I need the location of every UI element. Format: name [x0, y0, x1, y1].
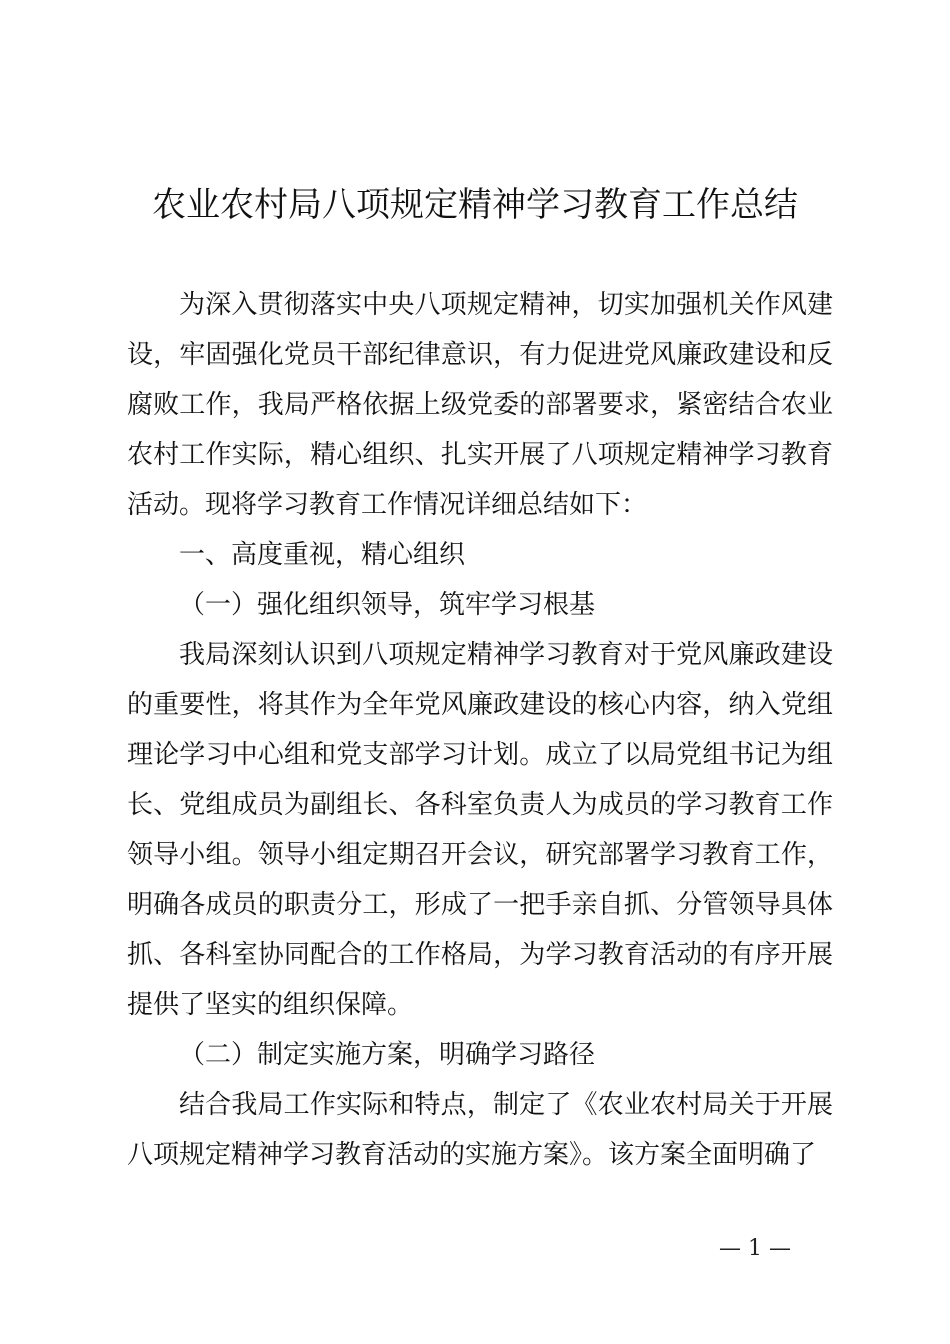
- subsection-heading-1-1: （一）强化组织领导，筑牢学习根基: [179, 590, 596, 620]
- subsection-heading-1-2: （二）制定实施方案，明确学习路径: [179, 1040, 596, 1070]
- intro-paragraph: 为深入贯彻落实中央八项规定精神，切实加强机关作风建设，牢固强化党员干部纪律意识，有力促进党风廉政建设和反腐败工作，我局严格依据上级党委的部署要求，紧密结合农业农村工作实际，精心组织、扎实开展了八项规定精神学习教育活动。现将学习教育工作情况详细总结如下：: [127, 290, 833, 520]
- subsection-1-1-paragraph: 我局深刻认识到八项规定精神学习教育对于党风廉政建设的重要性，将其作为全年党风廉政建设的核心内容，纳入党组理论学习中心组和党支部学习计划。成立了以局党组书记为组长、党组成员为副组长、各科室负责人为成员的学习教育工作领导小组。领导小组定期召开会议，研究部署学习教育工作，明确各成员的职责分工，形成了一把手亲自抓、分管领导具体抓、各科室协同配合的工作格局，为学习教育活动的有序开展提供了坚实的组织保障。: [127, 640, 833, 1020]
- section-heading-1: 一、高度重视，精心组织: [179, 540, 466, 570]
- document-body: [127, 280, 833, 1180]
- page-number: — 1 —: [719, 1236, 791, 1261]
- document-title: 农业农村局八项规定精神学习教育工作总结: [152, 185, 798, 225]
- subsection-1-2-paragraph: 结合我局工作实际和特点，制定了《农业农村局关于开展八项规定精神学习教育活动的实施方案》。该方案全面明确了: [127, 1090, 833, 1170]
